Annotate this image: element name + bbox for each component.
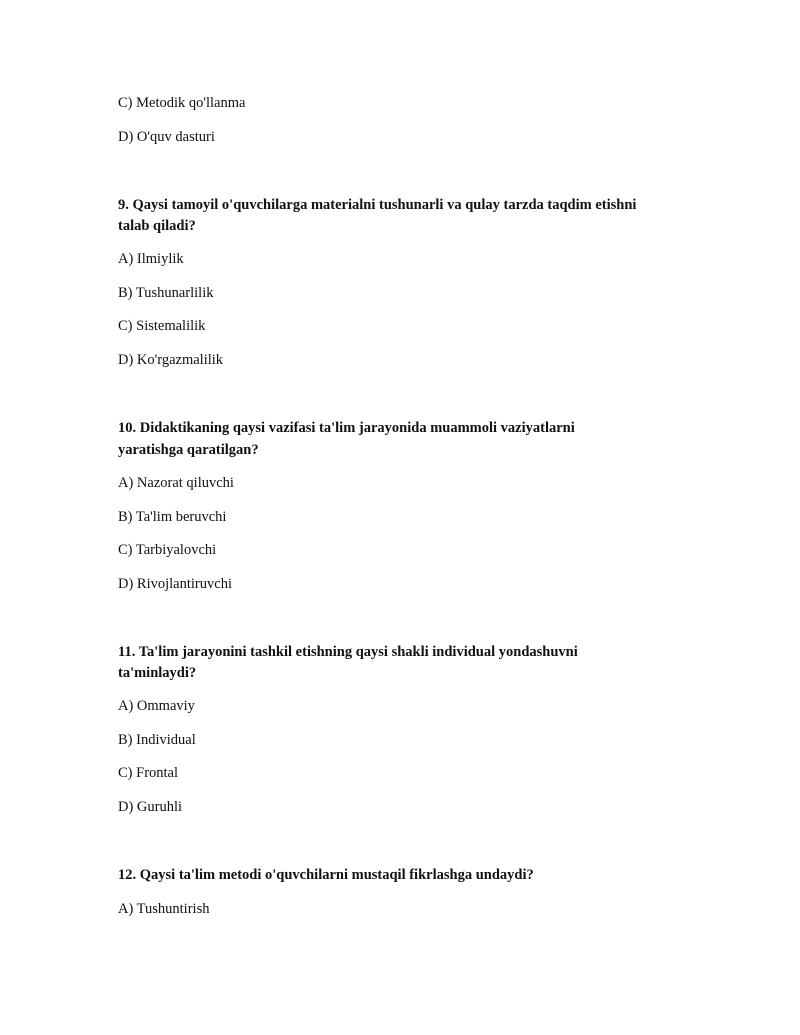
q10-question-line1: 10. Didaktikaning qaysi vazifasi ta'lim jarayonida muammoli vaziyatlarni <box>118 420 575 436</box>
q11-option-d: D) Guruhli <box>118 799 183 815</box>
q11-option-a: A) Ommaviy <box>118 698 195 714</box>
q9-question-line1: 9. Qaysi tamoyil o'quvchilarga materialni tushunarli va qulay tarzda taqdim etishni <box>118 197 637 213</box>
q12-question-line1: 12. Qaysi ta'lim metodi o'quvchilarni mustaqil fikrlashga undaydi? <box>118 867 534 883</box>
q11-question-line2: ta'minlaydi? <box>118 665 197 681</box>
q9-option-b: B) Tushunarlilik <box>118 285 214 301</box>
q9-option-c: C) Sistemalilik <box>118 318 206 334</box>
q10-question-line2: yaratishga qaratilgan? <box>118 442 259 458</box>
q8-option-c: C) Metodik qo'llanma <box>118 95 246 111</box>
q9-option-d: D) Ko'rgazmalilik <box>118 352 224 368</box>
q10-option-a: A) Nazorat qiluvchi <box>118 475 234 491</box>
q8-option-d: D) O'quv dasturi <box>118 129 215 145</box>
q9-option-a: A) Ilmiylik <box>118 251 184 267</box>
q10-option-b: B) Ta'lim beruvchi <box>118 509 227 525</box>
q12-option-a: A) Tushuntirish <box>118 901 210 917</box>
q10-option-c: C) Tarbiyalovchi <box>118 542 217 558</box>
q11-option-b: B) Individual <box>118 732 196 748</box>
q11-option-c: C) Frontal <box>118 765 179 781</box>
q9-question-line2: talab qiladi? <box>118 218 196 234</box>
q10-option-d: D) Rivojlantiruvchi <box>118 576 232 592</box>
q11-question-line1: 11. Ta'lim jarayonini tashkil etishning qaysi shakli individual yondashuvni <box>118 644 578 660</box>
